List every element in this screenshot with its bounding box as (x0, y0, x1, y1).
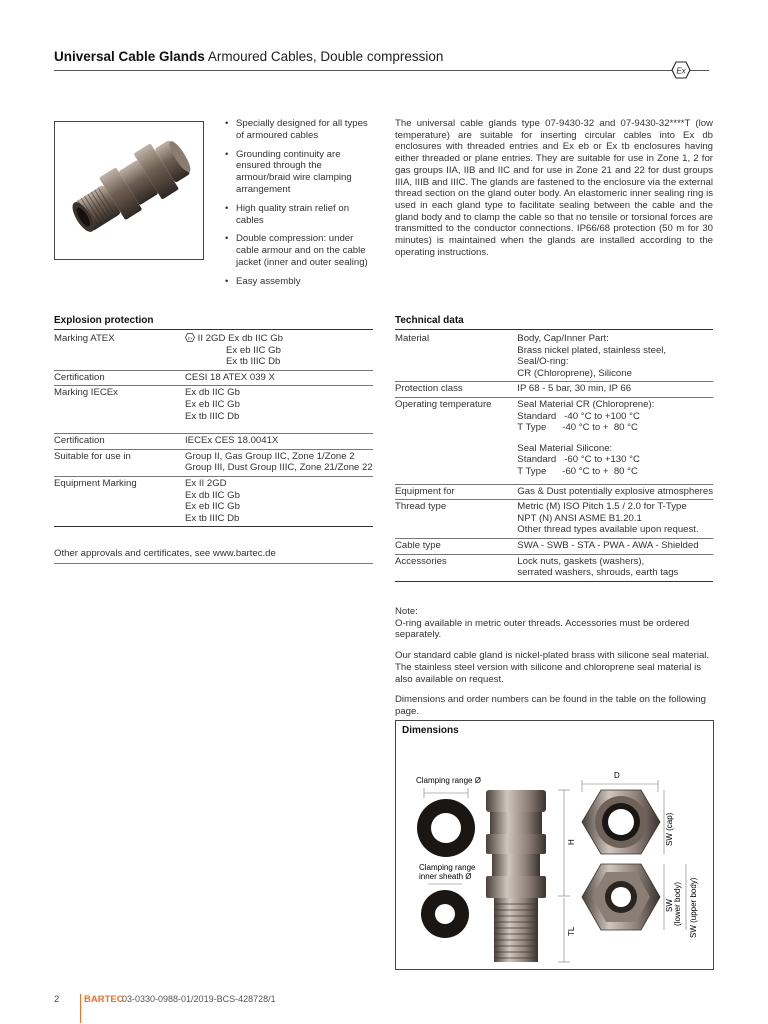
row-label: Operating temperature (395, 397, 517, 484)
svg-text:Ex: Ex (187, 335, 193, 341)
sw-lower-label-1: SW (665, 899, 674, 912)
table-row (54, 386, 373, 434)
table-row (395, 484, 713, 500)
page-title (54, 49, 443, 64)
footer-accent-bar (80, 994, 81, 1023)
notes-block (395, 606, 715, 727)
clamping-range-label: Clamping range Ø (416, 776, 481, 785)
equipment-marking-line: Ex db IIC Gb (185, 489, 240, 501)
row-label: Certification (54, 434, 185, 450)
temperature-line: Standard -40 °C to +100 °C (517, 410, 640, 422)
iecex-line: Ex eb IIC Gb (185, 398, 240, 410)
table-row (54, 332, 373, 370)
row-value: IECEx CES 18.0041X (185, 434, 373, 450)
table-row (54, 434, 373, 450)
standard-line-1: Our standard cable gland is nickel-plated brass with silicone seal material. (395, 650, 710, 662)
row-label: Equipment for (395, 484, 517, 500)
tl-label: TL (567, 926, 576, 936)
footer-doc-number: 03-0330-0988-01/2019-BCS-428728/1 (122, 994, 276, 1004)
product-photo (54, 121, 204, 260)
row-value: Gas & Dust potentially explosive atmospheres (517, 484, 713, 500)
row-value (185, 386, 373, 434)
row-label: Equipment Marking (54, 476, 185, 526)
table-row (395, 397, 713, 484)
row-value (517, 397, 713, 484)
clamping-inner-label-1: Clamping range (419, 863, 476, 872)
other-approvals: Other approvals and certificates, see www.bartec.de (54, 548, 276, 559)
temperature-line: T Type -60 °C to + 80 °C (517, 465, 638, 477)
thread-line: NPT (N) ANSI ASME B1.20.1 (517, 512, 642, 524)
feature-item: • High quality strain relief on cables (225, 203, 375, 227)
d-label: D (614, 771, 620, 780)
explosion-table (54, 332, 373, 527)
title-rule (54, 70, 709, 71)
atex-line-2: Ex eb IIC Gb (226, 344, 281, 356)
page-number: 2 (54, 994, 60, 1005)
row-value: IP 68 - 5 bar, 30 min, IP 66 (517, 382, 713, 398)
ex-hexagon-icon (671, 61, 691, 79)
h-label: H (567, 839, 576, 845)
table-row (395, 332, 713, 382)
gland-side-view (486, 790, 546, 962)
row-label: Certification (54, 370, 185, 386)
table-row (395, 538, 713, 554)
sw-cap-label: SW (cap) (665, 812, 674, 846)
table-row (395, 500, 713, 539)
dimensions-heading: Dimensions (402, 725, 459, 736)
atex-line-1-text: Ex db IIC Gb (228, 333, 283, 344)
note-label: Note: (395, 606, 418, 617)
feature-list (225, 118, 375, 295)
sw-upper-label: SW (upper body) (689, 877, 698, 938)
equipment-marking-line: Ex II 2GD (185, 477, 227, 489)
row-value (185, 449, 373, 476)
cable-gland-image (55, 122, 203, 259)
material-line: Body, Cap/Inner Part: (517, 333, 609, 344)
thread-line: Metric (M) ISO Pitch 1.5 / 2.0 for T-Type (517, 501, 687, 513)
iecex-line: Ex db IIC Gb (185, 387, 240, 399)
other-approvals-rule (54, 563, 373, 564)
technical-heading-rule (395, 329, 713, 330)
technical-heading: Technical data (395, 315, 464, 326)
equipment-marking-line: Ex eb IIC Gb (185, 501, 240, 513)
suitable-line: Group III, Dust Group IIIC, Zone 21/Zone 22 (185, 462, 373, 474)
row-label: Marking IECEx (54, 386, 185, 434)
row-value (185, 476, 373, 526)
row-label: Cable type (395, 538, 517, 554)
thread-line: Other thread types available upon request. (517, 524, 699, 536)
feature-item: • Specially designed for all types of armoured cables (225, 118, 375, 142)
row-value: SWA - SWB - STA - PWA - AWA - Shielded (517, 538, 713, 554)
feature-item: • Grounding continuity are ensured through the armour/braid wire clamping arrangement (225, 149, 375, 196)
material-line: Seal/O-ring: (517, 356, 569, 368)
row-value (185, 332, 373, 370)
row-value (517, 554, 713, 581)
feature-item: • Easy assembly (225, 276, 375, 288)
row-label: Material (395, 332, 517, 382)
atex-prefix: II 2GD (197, 333, 226, 344)
equipment-marking-line: Ex tb IIIC Db (185, 512, 240, 524)
row-value (517, 500, 713, 539)
material-line: CR (Chloroprene), Silicone (517, 367, 632, 379)
temperature-line: T Type -40 °C to + 80 °C (517, 422, 638, 434)
sw-lower-label-2: (lower body) (673, 881, 682, 926)
title-bold: Universal Cable Glands (54, 49, 205, 64)
gland-top-view (582, 790, 660, 854)
accessories-line: Lock nuts, gaskets (washers), (517, 555, 645, 567)
table-row (54, 476, 373, 526)
table-row (54, 370, 373, 386)
standard-line-2: The stainless steel version with silicone and chloroprene seal material is also available on request. (395, 661, 702, 685)
title-subtitle: Armoured Cables, Double compression (207, 49, 444, 64)
explosion-heading: Explosion protection (54, 315, 154, 326)
accessories-line: serrated washers, shrouds, earth tags (517, 567, 679, 579)
ex-hexagon-icon (185, 333, 195, 342)
technical-table (395, 332, 713, 582)
table-row (395, 554, 713, 581)
atex-line-1 (185, 333, 373, 345)
row-label: Marking ATEX (54, 332, 185, 370)
dimensions-drawing (396, 740, 713, 968)
dimensions-reference: Dimensions and order numbers can be found in the table on the following page. (395, 694, 706, 717)
material-line: Brass nickel plated, stainless steel, (517, 344, 667, 356)
iecex-line: Ex tb IIIC Db (185, 410, 240, 422)
row-value (517, 332, 713, 382)
table-row (395, 382, 713, 398)
row-value: CESI 18 ATEX 039 X (185, 370, 373, 386)
row-label: Protection class (395, 382, 517, 398)
gland-bottom-view (582, 864, 660, 930)
temperature-line: Standard -60 °C to +130 °C (517, 454, 640, 466)
atex-line-3: Ex tb IIIC Db (226, 356, 281, 368)
note-text: O-ring available in metric outer threads. Accessories must be ordered separately. (395, 617, 690, 641)
temperature-line: Seal Material Silicone: (517, 442, 613, 454)
row-label: Thread type (395, 500, 517, 539)
intro-paragraph: The universal cable glands type 07-9430-32 and 07-9430-32****T (low temperature) are suitable for inserting circular cables into Ex db enclosures with threaded entries and Ex eb or Ex tb enclosures having either threaded or plane entries. They are suitable for use in Zone 1, 2 for gas groups IIA, IIB and IIC and for use in Zone 21 and 22 for dust groups IIIA, IIIB and IIIC. The glands are fastened to the enclosure via the external thread section on the gland outer body. An elastomeric inner sealing ring is used in each gland type to facilitate sealing between the cable and the gland body and to clamp the cable so that no tensile or torsional forces are transmitted to the conductor connections. IP66/68 protection (50 m for 30 minutes) is maintained when the glands are installed according to the operating instructions. (395, 118, 713, 258)
table-row (54, 449, 373, 476)
ex-badge-text: Ex (676, 66, 686, 76)
row-label: Accessories (395, 554, 517, 581)
temperature-line: Seal Material CR (Chloroprene): (517, 398, 655, 410)
clamping-inner-label-2: inner sheath Ø (419, 872, 472, 881)
feature-item: • Double compression: under cable armour and on the cable jacket (inner and outer sealing) (225, 233, 375, 268)
footer-brand: BARTEC (84, 994, 124, 1005)
suitable-line: Group II, Gas Group IIC, Zone 1/Zone 2 (185, 450, 355, 462)
row-label: Suitable for use in (54, 449, 185, 476)
explosion-heading-rule (54, 329, 373, 330)
